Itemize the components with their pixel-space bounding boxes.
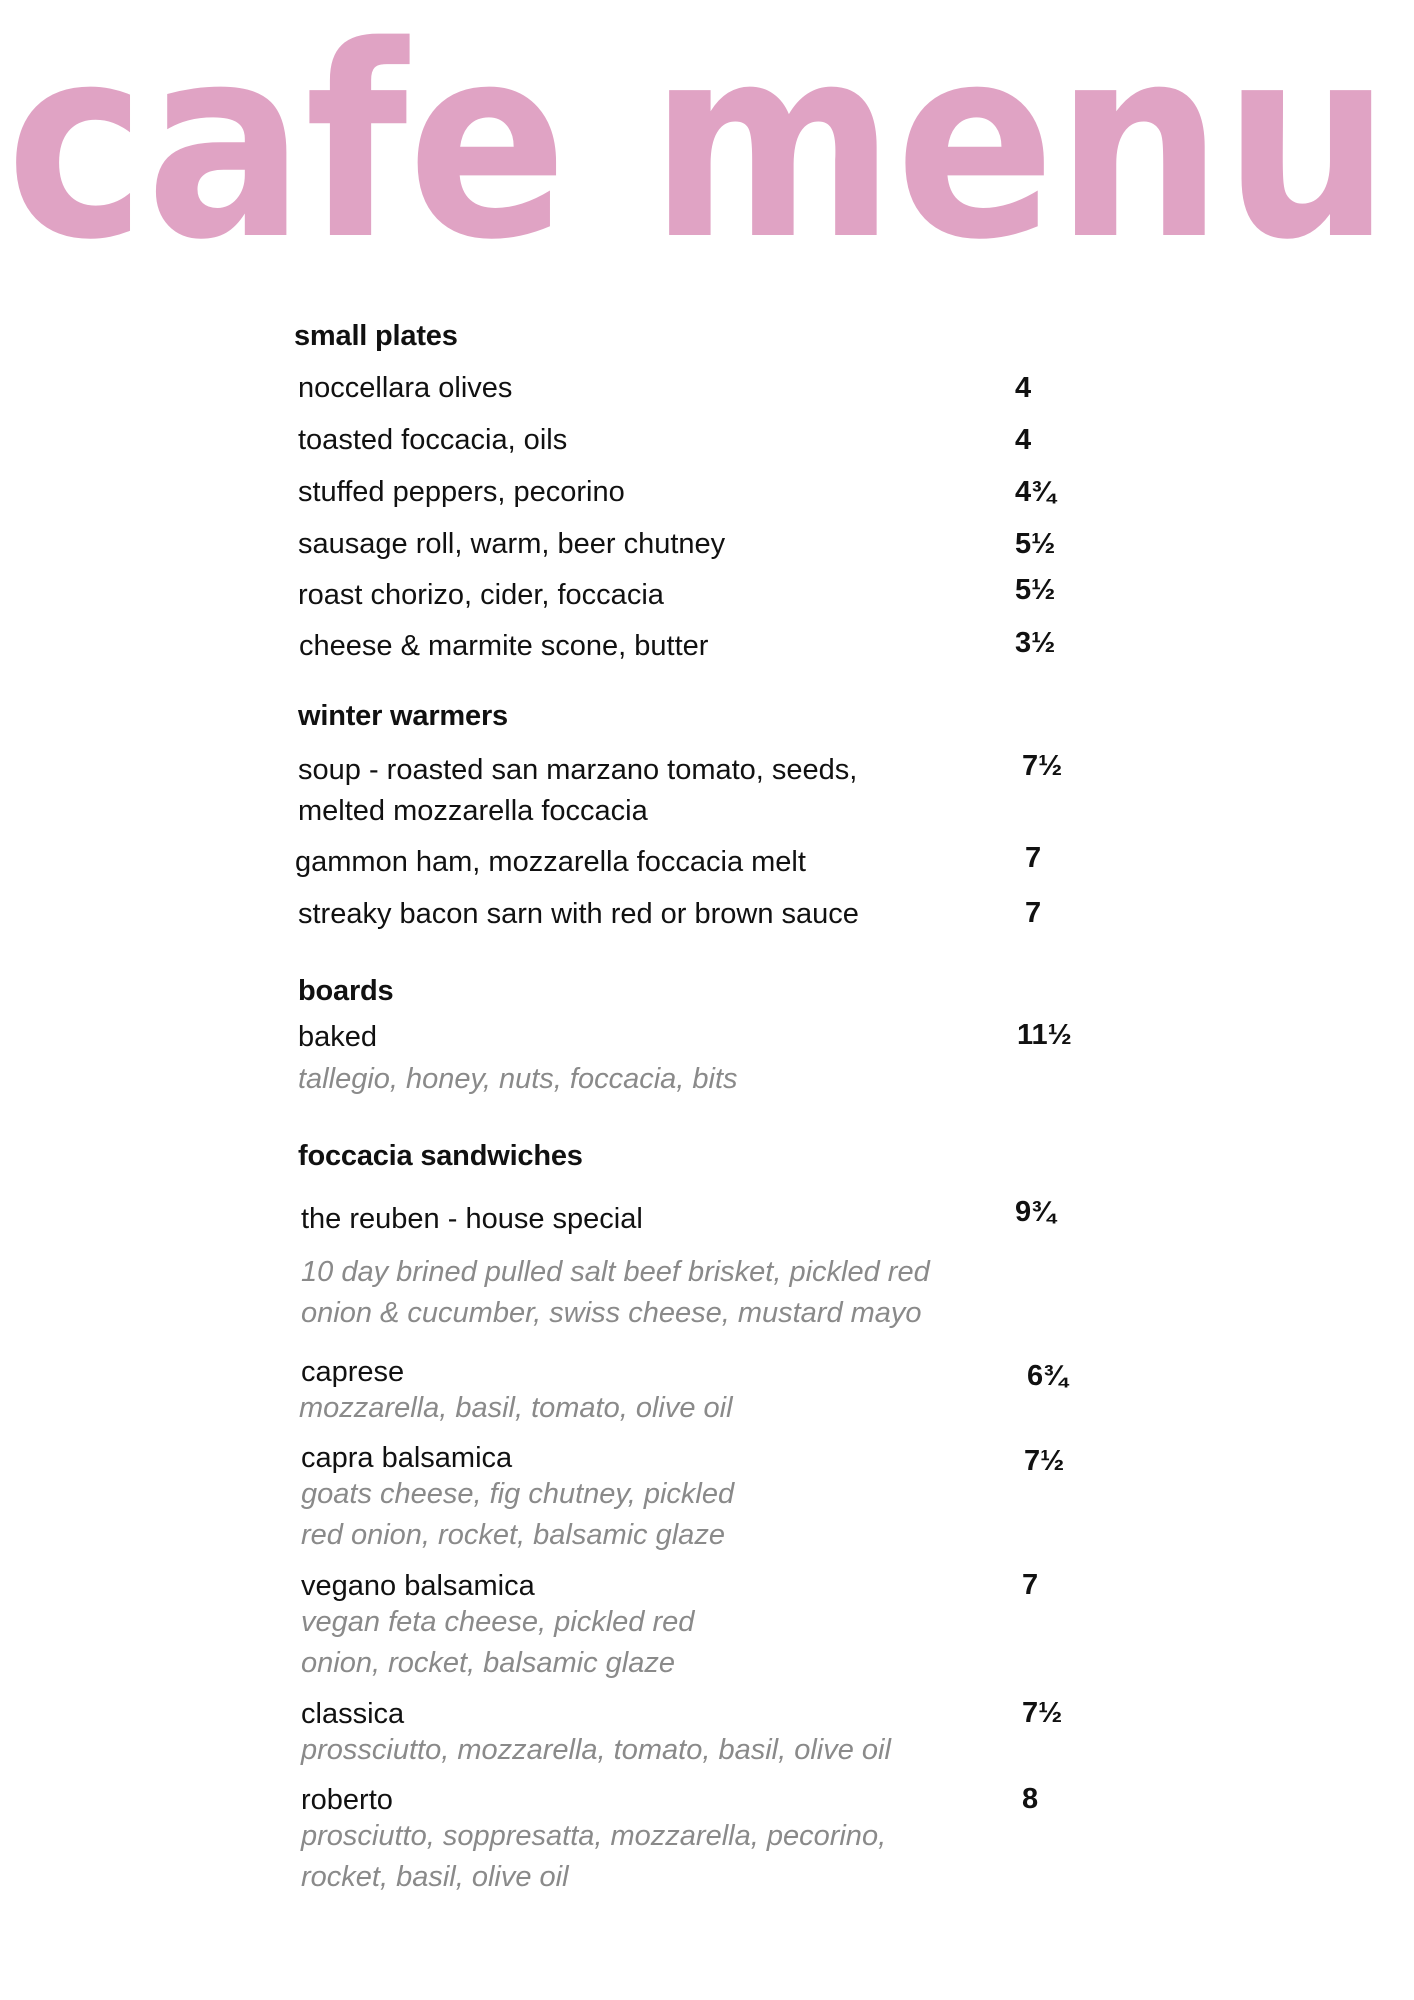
menu-item-name: soup - roasted san marzano tomato, seeds,	[298, 754, 858, 786]
menu-item-description-continued: red onion, rocket, balsamic glaze	[301, 1519, 725, 1551]
menu-item-name: sausage roll, warm, beer chutney	[298, 528, 726, 560]
menu-item-name: the reuben - house special	[301, 1203, 643, 1235]
menu-item-name: cheese & marmite scone, butter	[299, 630, 709, 662]
menu-item-name-continued: melted mozzarella foccacia	[298, 795, 648, 827]
menu-title-text: cafe menu	[6, 0, 1391, 298]
section-heading-winter-warmers: winter warmers	[298, 700, 508, 732]
menu-item-description: goats cheese, fig chutney, pickled	[301, 1478, 735, 1510]
section-heading-small-plates: small plates	[294, 320, 458, 352]
menu-item-description: vegan feta cheese, pickled red	[301, 1606, 695, 1638]
menu-item-price: 7½	[1024, 1445, 1065, 1477]
menu-item-description-continued: onion, rocket, balsamic glaze	[301, 1647, 675, 1679]
menu-item-name: baked	[298, 1021, 378, 1053]
section-heading-foccacia-sandwiches: foccacia sandwiches	[298, 1140, 583, 1172]
menu-item-name: noccellara olives	[298, 372, 513, 404]
menu-item-price: 9¾	[1015, 1196, 1056, 1228]
menu-item-price: 7½	[1022, 750, 1063, 782]
menu-item-price: 11½	[1017, 1019, 1072, 1051]
menu-item-name: vegano balsamica	[301, 1570, 535, 1602]
menu-item-description: prossciutto, mozzarella, tomato, basil, olive oil	[301, 1734, 891, 1766]
menu-item-description-continued: onion & cucumber, swiss cheese, mustard mayo	[301, 1297, 922, 1329]
menu-item-price: 3½	[1015, 627, 1056, 659]
menu-item-name: toasted foccacia, oils	[298, 424, 568, 456]
menu-item-name: stuffed peppers, pecorino	[298, 476, 625, 508]
menu-item-name: classica	[301, 1698, 405, 1730]
menu-item-price: 5½	[1015, 574, 1056, 606]
menu-item-price: 7	[1022, 1569, 1039, 1601]
menu-item-price: 7	[1025, 842, 1042, 874]
menu-item-price: 4	[1015, 424, 1032, 456]
menu-item-price: 5½	[1015, 528, 1056, 560]
menu-item-name: capra balsamica	[301, 1442, 513, 1474]
menu-item-price: 8	[1022, 1783, 1039, 1815]
menu-item-name: streaky bacon sarn with red or brown sauce	[298, 898, 859, 930]
menu-item-price: 7½	[1022, 1697, 1063, 1729]
menu-item-description-continued: rocket, basil, olive oil	[301, 1861, 569, 1893]
menu-item-name: roberto	[301, 1784, 393, 1816]
menu-item-description: mozzarella, basil, tomato, olive oil	[299, 1392, 733, 1424]
menu-item-description: tallegio, honey, nuts, foccacia, bits	[298, 1063, 738, 1095]
menu-item-description: prosciutto, soppresatta, mozzarella, pecorino,	[301, 1820, 887, 1852]
menu-item-price: 4¾	[1015, 476, 1056, 508]
menu-item-price: 6¾	[1027, 1360, 1068, 1392]
menu-item-price: 7	[1025, 897, 1042, 929]
menu-item-name: roast chorizo, cider, foccacia	[298, 579, 664, 611]
menu-item-description: 10 day brined pulled salt beef brisket, pickled red	[301, 1256, 930, 1288]
menu-item-name: caprese	[301, 1356, 405, 1388]
menu-item-price: 4	[1015, 372, 1032, 404]
section-heading-boards: boards	[298, 975, 394, 1007]
menu-item-name: gammon ham, mozzarella foccacia melt	[295, 846, 806, 878]
